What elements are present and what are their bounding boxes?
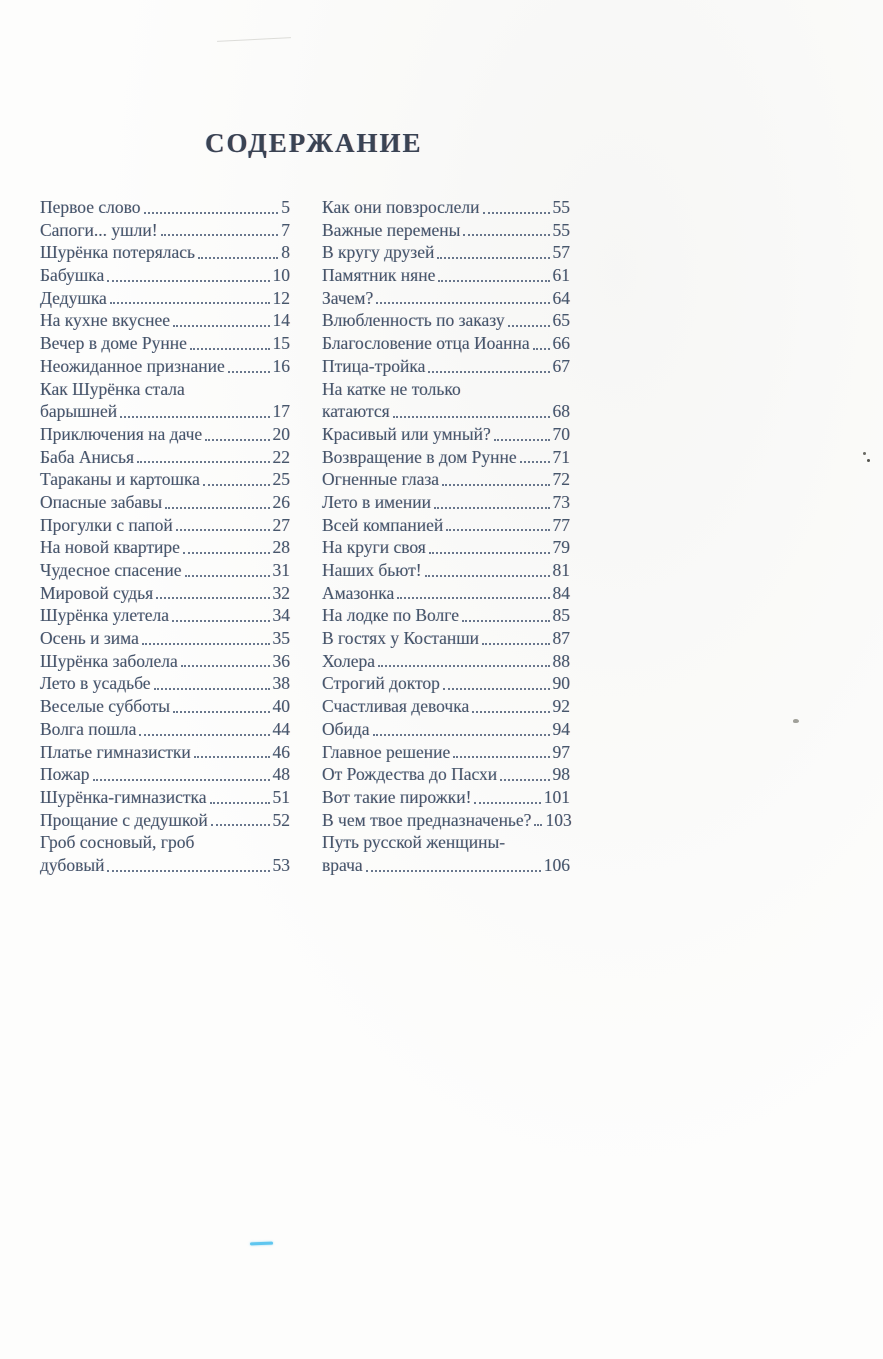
- toc-dot-leader: [443, 688, 550, 690]
- toc-dot-leader: [534, 824, 542, 826]
- toc-dot-leader: [154, 688, 270, 690]
- toc-dot-leader: [500, 779, 549, 781]
- toc-entry-title: Как они повзрослели: [322, 197, 480, 217]
- toc-page-number: 17: [272, 401, 290, 422]
- toc-page-number: 68: [552, 401, 570, 422]
- toc-entry: [322, 219, 570, 242]
- toc-entry: [40, 355, 290, 378]
- toc-entry-title: врача: [322, 854, 363, 875]
- toc-dot-leader: [508, 325, 550, 327]
- toc-column-right: [322, 196, 570, 877]
- scan-artifact-speck: [867, 459, 870, 462]
- scan-artifact-speck: [863, 452, 866, 455]
- toc-entry: [40, 582, 290, 605]
- toc-page-number: 72: [552, 469, 570, 490]
- toc-entry: [40, 672, 290, 695]
- toc-entry-title: Тараканы и картошка: [40, 469, 200, 490]
- toc-page-number: 71: [552, 446, 570, 467]
- toc-entry: [322, 559, 570, 582]
- toc-entry-title: В кругу друзей: [322, 242, 435, 263]
- toc-dot-leader: [482, 643, 549, 645]
- toc-entry-title: Главное решение: [322, 741, 451, 762]
- toc-dot-leader: [156, 597, 269, 599]
- toc-entry-title: Первое слово: [40, 197, 141, 217]
- toc-page-number: 46: [272, 741, 290, 762]
- toc-page-number: 15: [272, 333, 290, 354]
- toc-page-number: 98: [552, 764, 570, 785]
- toc-entry: [40, 446, 290, 469]
- toc-page-number: 55: [552, 219, 570, 240]
- toc-dot-leader: [438, 280, 549, 282]
- toc-entry-title: Птица-тройка: [322, 355, 426, 376]
- toc-page-number: 73: [552, 491, 570, 512]
- toc-entry: [322, 400, 570, 423]
- toc-dot-leader: [107, 870, 269, 872]
- toc-page-number: 52: [272, 809, 290, 830]
- toc-dot-leader: [110, 302, 270, 304]
- toc-page-number: 70: [552, 423, 570, 444]
- toc-page-number: 20: [272, 423, 290, 444]
- toc-dot-leader: [210, 802, 270, 804]
- toc-entry-title: Памятник няне: [322, 265, 436, 286]
- toc-entry-title: Наших бьют!: [322, 560, 422, 580]
- toc-entry: [40, 219, 290, 242]
- toc-page-number: 57: [552, 242, 570, 263]
- toc-dot-leader: [378, 665, 549, 667]
- toc-page-number: 85: [552, 605, 570, 626]
- toc-entry: [322, 514, 570, 537]
- toc-page-number: 67: [552, 355, 570, 376]
- toc-entry-title: Баба Анисья: [40, 446, 135, 467]
- toc-dot-leader: [442, 484, 549, 486]
- toc-entry: [40, 695, 290, 718]
- toc-dot-leader: [173, 325, 270, 327]
- toc-entry-title: Лето в усадьбе: [40, 673, 151, 694]
- toc-entry: [40, 423, 290, 446]
- toc-page-number: 87: [552, 628, 570, 649]
- toc-column-left: [40, 196, 290, 877]
- toc-page-number: 53: [272, 854, 290, 875]
- toc-entry-title: Осень и зима: [40, 628, 139, 649]
- toc-entry: [322, 287, 570, 310]
- toc-entry-title: Амазонка: [322, 582, 395, 603]
- toc-dot-leader: [446, 529, 549, 531]
- toc-page-number: 34: [272, 605, 290, 626]
- toc-entry-title: От Рождества до Пасхи: [322, 764, 498, 785]
- toc-entry: [40, 650, 290, 673]
- toc-entry-title: Сапоги... ушли!: [40, 219, 158, 240]
- toc-page-number: 22: [272, 446, 290, 467]
- toc-entry-title: Прощание с дедушкой: [40, 809, 208, 830]
- toc-entry: [40, 831, 290, 854]
- toc-dot-leader: [397, 597, 549, 599]
- toc-entry: [40, 559, 290, 582]
- toc-dot-leader: [139, 734, 269, 736]
- toc-entry: [322, 355, 570, 378]
- toc-entry-title: Путь русской женщины-: [322, 832, 506, 853]
- toc-dot-leader: [211, 824, 270, 826]
- toc-entry-title: Шурёнка-гимназистка: [40, 786, 207, 807]
- toc-page-number: 92: [552, 696, 570, 717]
- toc-entry: [322, 536, 570, 559]
- toc-entry-title: На катке не только: [322, 378, 461, 399]
- toc-entry-title: На кухне вкуснее: [40, 310, 170, 331]
- toc-dot-leader: [176, 529, 270, 531]
- toc-entry-title: Дедушка: [40, 287, 107, 308]
- toc-entry: [322, 786, 570, 809]
- toc-entry: [322, 854, 570, 877]
- toc-entry: [322, 741, 570, 764]
- toc-entry-title: Огненные глаза: [322, 469, 440, 490]
- toc-entry-title: Шурёнка заболела: [40, 650, 178, 671]
- toc-entry-title: Приключения на даче: [40, 423, 203, 444]
- toc-page-number: 36: [272, 650, 290, 671]
- toc-page-number: 38: [272, 673, 290, 694]
- toc-entry: [322, 627, 570, 650]
- toc-page-number: 5: [281, 197, 290, 217]
- toc-dot-leader: [228, 371, 270, 373]
- toc-entry: [40, 400, 290, 423]
- toc-entry: [40, 468, 290, 491]
- toc-entry-title: Шурёнка улетела: [40, 605, 170, 626]
- toc-page-number: 12: [272, 287, 290, 308]
- toc-entry: [40, 786, 290, 809]
- toc-dot-leader: [425, 575, 550, 577]
- toc-entry-title: Гроб сосновый, гроб: [40, 832, 195, 853]
- toc-entry: [40, 287, 290, 310]
- toc-dot-leader: [205, 439, 269, 441]
- toc-dot-leader: [434, 507, 550, 509]
- toc-entry-title: В гостях у Костанши: [322, 628, 480, 649]
- toc-entry: [322, 672, 570, 695]
- toc-page-number: 27: [272, 514, 290, 535]
- toc-dot-leader: [137, 461, 269, 463]
- toc-entry-title: На лодке по Волге: [322, 605, 460, 626]
- toc-page-number: 90: [552, 673, 570, 694]
- toc-entry-title: Чудесное спасение: [40, 560, 182, 580]
- toc-entry: [40, 378, 290, 401]
- toc-entry: [40, 264, 290, 287]
- toc-dot-leader: [474, 802, 540, 804]
- toc-entry-title: На круги своя: [322, 537, 426, 558]
- toc-entry: [322, 763, 570, 786]
- toc-entry-title: Красивый или умный?: [322, 423, 491, 444]
- toc-entry-title: дубовый: [40, 854, 105, 875]
- toc-dot-leader: [120, 416, 269, 418]
- toc-entry-title: Вот такие пирожки!: [322, 786, 472, 807]
- toc-entry-title: Вечер в доме Рунне: [40, 333, 187, 354]
- toc-entry-title: Всей компанией: [322, 514, 444, 535]
- toc-page-number: 66: [552, 333, 570, 354]
- toc-dot-leader: [494, 439, 550, 441]
- toc-entry: [40, 332, 290, 355]
- toc-page-number: 40: [272, 696, 290, 717]
- toc-dot-leader: [185, 575, 270, 577]
- toc-entry: [40, 196, 290, 219]
- toc-entry-title: Мировой судья: [40, 582, 154, 603]
- toc-dot-leader: [376, 302, 549, 304]
- toc-page-number: 14: [272, 310, 290, 331]
- toc-entry-title: Обида: [322, 718, 370, 739]
- toc-dot-leader: [183, 552, 270, 554]
- toc-dot-leader: [190, 348, 270, 350]
- toc-entry-title: Строгий доктор: [322, 673, 440, 694]
- toc-dot-leader: [203, 484, 270, 486]
- toc-page-number: 26: [272, 491, 290, 512]
- toc-entry: [40, 627, 290, 650]
- toc-entry-title: Как Шурёнка стала: [40, 378, 185, 399]
- toc-entry-title: На новой квартире: [40, 537, 180, 558]
- toc-page-number: 48: [272, 764, 290, 785]
- toc-entry-title: Благословение отца Иоанна: [322, 333, 530, 354]
- toc-entry: [40, 718, 290, 741]
- toc-page-number: 10: [272, 265, 290, 286]
- toc-page-number: 65: [552, 310, 570, 331]
- toc-entry: [322, 582, 570, 605]
- toc-dot-leader: [173, 711, 269, 713]
- toc-entry-title: Прогулки с папой: [40, 514, 173, 535]
- toc-entry-title: катаются: [322, 401, 390, 422]
- toc-dot-leader: [483, 212, 550, 214]
- toc-entry: [40, 604, 290, 627]
- toc-entry: [40, 309, 290, 332]
- toc-entry: [322, 309, 570, 332]
- toc-page-number: 16: [272, 355, 290, 376]
- toc-entry-title: Лето в имении: [322, 491, 431, 512]
- toc-entry-title: Шурёнка потерялась: [40, 242, 196, 263]
- toc-entry: [322, 378, 570, 401]
- toc-dot-leader: [393, 416, 550, 418]
- toc-dot-leader: [437, 257, 549, 259]
- toc-page-number: 25: [272, 469, 290, 490]
- toc-page-number: 28: [272, 537, 290, 558]
- toc-page-number: 106: [543, 854, 570, 875]
- page-title: СОДЕРЖАНИЕ: [205, 128, 423, 159]
- toc-entry-title: В чем твое предназначенье?: [322, 809, 532, 830]
- toc-entry-title: Платье гимназистки: [40, 741, 191, 762]
- toc-dot-leader: [462, 620, 549, 622]
- scan-artifact-blue-dash: [250, 1242, 273, 1246]
- toc-dot-leader: [161, 234, 279, 236]
- toc-dot-leader: [366, 870, 541, 872]
- toc-entry: [322, 241, 570, 264]
- toc-entry: [322, 468, 570, 491]
- toc-entry: [322, 332, 570, 355]
- toc-entry: [40, 809, 290, 832]
- toc-entry: [322, 264, 570, 287]
- toc-dot-leader: [93, 779, 270, 781]
- toc-dot-leader: [429, 552, 550, 554]
- toc-entry: [322, 831, 570, 854]
- toc-entry-title: Возвращение в дом Рунне: [322, 446, 517, 467]
- toc-page-number: 88: [552, 650, 570, 671]
- toc-dot-leader: [453, 756, 549, 758]
- toc-page-number: 55: [552, 197, 570, 217]
- toc-entry-title: Неожиданное признание: [40, 355, 225, 376]
- toc-page-number: 97: [552, 741, 570, 762]
- toc-page-number: 44: [272, 718, 290, 739]
- toc-dot-leader: [194, 756, 270, 758]
- toc-page-number: 8: [281, 242, 290, 263]
- toc-entry-title: Зачем?: [322, 287, 374, 308]
- scan-artifact-scratch: [217, 37, 291, 42]
- toc-entry: [322, 718, 570, 741]
- toc-dot-leader: [428, 371, 549, 373]
- toc-entry: [322, 446, 570, 469]
- toc-entry-title: Веселые субботы: [40, 696, 171, 717]
- toc-page-number: 77: [552, 514, 570, 535]
- toc-page-number: 7: [281, 219, 290, 240]
- toc-entry-title: барышней: [40, 401, 118, 422]
- toc-page-number: 31: [272, 560, 290, 580]
- toc-entry-title: Влюбленность по заказу: [322, 310, 505, 331]
- toc-page-number: 32: [272, 582, 290, 603]
- toc-entry: [40, 741, 290, 764]
- toc-entry: [40, 514, 290, 537]
- toc-page-number: 79: [552, 537, 570, 558]
- toc-entry-title: Волга пошла: [40, 718, 137, 739]
- toc-entry: [40, 536, 290, 559]
- toc-entry: [40, 763, 290, 786]
- scan-artifact-speck: [793, 719, 799, 723]
- toc-entry: [322, 604, 570, 627]
- toc-dot-leader: [520, 461, 550, 463]
- toc-dot-leader: [533, 348, 550, 350]
- toc-page-number: 103: [545, 809, 572, 830]
- toc-page-number: 84: [552, 582, 570, 603]
- toc-page-number: 64: [552, 287, 570, 308]
- toc-entry: [322, 809, 570, 832]
- toc-entry-title: Холера: [322, 650, 376, 671]
- toc-entry: [322, 196, 570, 219]
- toc-dot-leader: [181, 665, 270, 667]
- toc-entry: [40, 491, 290, 514]
- toc-dot-leader: [198, 257, 278, 259]
- toc-dot-leader: [172, 620, 269, 622]
- toc-entry: [322, 491, 570, 514]
- toc-page-number: 81: [552, 560, 570, 580]
- toc-page-number: 101: [543, 786, 570, 807]
- toc-dot-leader: [373, 734, 550, 736]
- toc-entry-title: Пожар: [40, 764, 90, 785]
- toc-entry: [40, 854, 290, 877]
- toc-dot-leader: [165, 507, 269, 509]
- toc-entry: [322, 423, 570, 446]
- toc-dot-leader: [463, 234, 549, 236]
- toc-dot-leader: [144, 212, 279, 214]
- toc-page-number: 35: [272, 628, 290, 649]
- toc-entry: [40, 241, 290, 264]
- toc-page-number: 61: [552, 265, 570, 286]
- toc-entry: [322, 695, 570, 718]
- toc-dot-leader: [142, 643, 270, 645]
- toc-entry-title: Важные перемены: [322, 219, 461, 240]
- toc-entry: [322, 650, 570, 673]
- toc-entry-title: Бабушка: [40, 265, 105, 286]
- toc-page-number: 51: [272, 786, 290, 807]
- toc-dot-leader: [472, 711, 549, 713]
- toc-page-number: 94: [552, 718, 570, 739]
- toc-dot-leader: [107, 280, 269, 282]
- toc-entry-title: Опасные забавы: [40, 491, 163, 512]
- toc-entry-title: Счастливая девочка: [322, 696, 470, 717]
